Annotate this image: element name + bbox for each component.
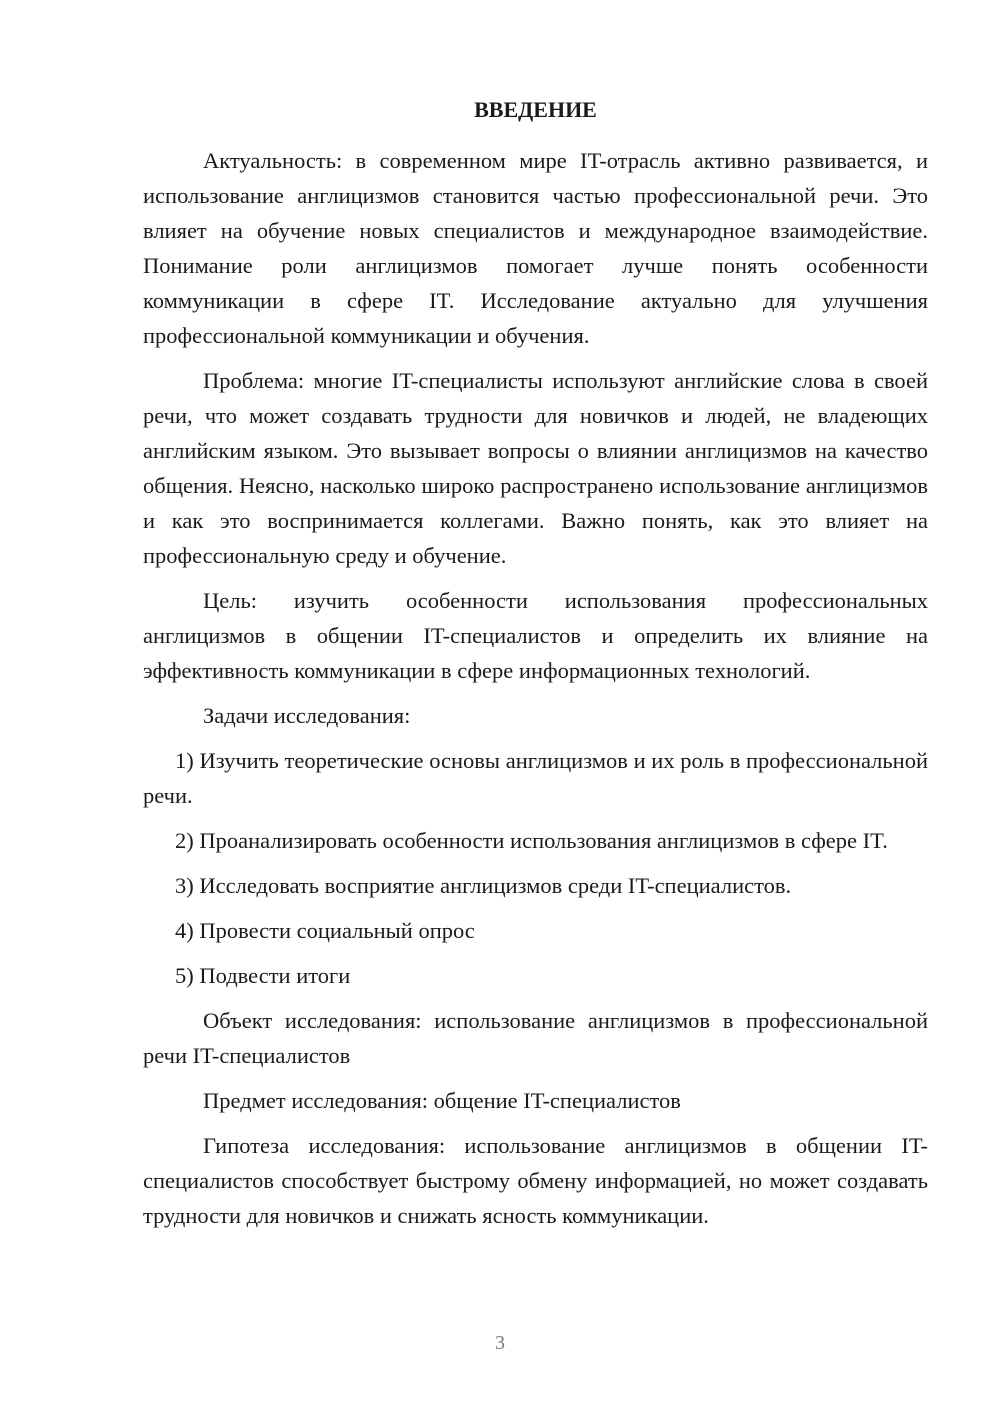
tasks-heading: Задачи исследования: [203, 703, 411, 728]
task-item-1: 1) Изучить теоретические основы англицизмов и их роль в профессиональной речи. [143, 748, 928, 808]
paragraph-problem: Проблема: многие IT-специалисты используют английские слова в своей речи, что может создавать трудности для новичков и людей, не владеющих английским языком. Это вызывает вопросы о влиянии англицизмов на качество общения. Неясно, насколько широко распространено использование англицизмов и как это воспринимается коллегами. Важно понять, как это влияет на профессиональную среду и обучение. [143, 368, 928, 568]
document-page [143, 92, 928, 1233]
task-item-4: 4) Провести социальный опрос [175, 918, 475, 943]
paragraph-subject: Предмет исследования: общение IT-специалистов [203, 1088, 681, 1113]
paragraph-relevance: Актуальность: в современном мире IT-отрасль активно развивается, и использование англицизмов становится частью профессиональной речи. Это влияет на обучение новых специалистов и международное взаимодействие. Понимание роли англицизмов помогает лучше понять особенности коммуникации в сфере IT. Исследование актуально для улучшения профессиональной коммуникации и обучения. [143, 148, 928, 348]
task-item-5: 5) Подвести итоги [175, 963, 351, 988]
section-title: ВВЕДЕНИЕ [474, 97, 597, 122]
task-item-3: 3) Исследовать восприятие англицизмов среди IT-специалистов. [175, 873, 792, 898]
paragraph-goal: Цель: изучить особенности использования профессиональных англицизмов в общении IT-специалистов и определить их влияние на эффективность коммуникации в сфере информационных технологий. [143, 588, 928, 683]
paragraph-object: Объект исследования: использование англицизмов в профессиональной речи IT-специалистов [143, 1008, 928, 1068]
task-item-2: 2) Проанализировать особенности использования англицизмов в сфере IT. [175, 828, 888, 853]
page-number: 3 [495, 1332, 505, 1354]
paragraph-hypothesis: Гипотеза исследования: использование англицизмов в общении IT-специалистов способствует быстрому обмену информацией, но может создавать трудности для новичков и снижать ясность коммуникации. [143, 1133, 928, 1228]
